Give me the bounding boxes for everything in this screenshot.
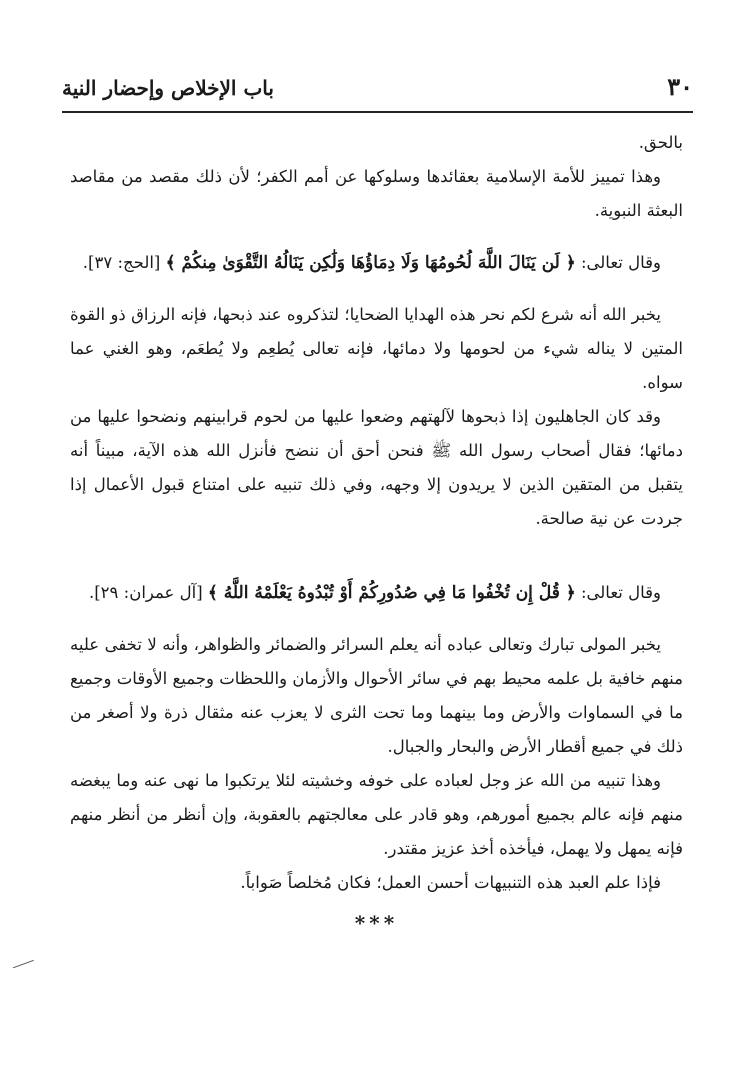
header-rule xyxy=(62,111,693,113)
verse-intro: وقال تعالى: xyxy=(580,253,661,272)
page-header xyxy=(62,72,693,106)
paragraph: وهذا تنبيه من الله عز وجل لعباده على خوفه وخشيته لئلا يرتكبوا ما نهى عنه وما يبغضه منهم فإنه عالم بجميع أمورهم، وهو قادر على معالجتهم بالعقوبة، وإن أنظر من أنظر منهم فإنه يمهل ولا يهمل، فيأخذه أخذ عزيز مقتدر. xyxy=(70,771,683,858)
verse-block xyxy=(70,576,683,610)
paragraph: يخبر المولى تبارك وتعالى عباده أنه يعلم السرائر والضمائر والظواهر، وأنه لا تخفى عليه منهم خافية بل علمه محيط بهم في سائر الأحوال والأزمان واللحظات وجميع الأوقات وجميع ما في السماوات والأرض وما بينهما وما تحت الثرى لا يعزب عنه مثقال ذرة ولا أصغر من ذلك في جميع أقطار الأرض والبحار والجبال. xyxy=(70,635,683,756)
page-number: ٣٠ xyxy=(667,72,693,101)
page-body xyxy=(70,126,683,940)
quran-verse: ﴿ لَن يَنَالَ اللَّهَ لُحُومُهَا وَلَا دِمَاؤُهَا وَلَٰكِن يَنَالُهُ التَّقْوَىٰ مِنكُمْ ﴾ xyxy=(165,253,576,273)
paragraph: بالحق. xyxy=(638,133,683,152)
paragraph: وهذا تمييز للأمة الإسلامية بعقائدها وسلوكها عن أمم الكفر؛ لأن ذلك مقصد من مقاصد البعثة النبوية. xyxy=(70,167,683,220)
section-separator: *** xyxy=(354,911,399,935)
margin-mark-icon xyxy=(8,947,34,969)
paragraph: وقد كان الجاهليون إذا ذبحوها لآلهتهم وضعوا عليها من لحوم قرابينهم ونضحوا عليها من دمائها؛ فقال أصحاب رسول الله ﷺ فنحن أحق أن ننضح فأنزل الله هذه الآية، مبيناً أنه يتقبل من المتقين الذين لا يريدون إلا وجهه، وفي ذلك تنبيه على امتناع قبول الأعمال إذا جردت عن نية صالحة. xyxy=(70,407,683,528)
quran-verse: ﴿ قُلْ إِن تُخْفُوا مَا فِي صُدُورِكُمْ أَوْ تُبْدُوهُ يَعْلَمْهُ اللَّهُ ﴾ xyxy=(207,583,576,603)
verse-block xyxy=(70,246,683,280)
verse-intro: وقال تعالى: xyxy=(580,583,661,602)
verse-reference: [آل عمران: ٢٩]. xyxy=(88,583,203,602)
paragraph: يخبر الله أنه شرع لكم نحر هذه الهدايا الضحايا؛ لتذكروه عند ذبحها، فإنه الرزاق ذو القوة المتين لا يناله شيء من لحومها ولا دمائها، فإنه تعالى يُطعِم ولا يُطعَم، وهو الغني عما سواه. xyxy=(70,305,683,392)
verse-reference: [الحج: ٣٧]. xyxy=(82,253,161,272)
chapter-title: باب الإخلاص وإحضار النية xyxy=(62,76,274,100)
paragraph: فإذا علم العبد هذه التنبيهات أحسن العمل؛ فكان مُخلصاً صَواباً. xyxy=(240,873,661,892)
